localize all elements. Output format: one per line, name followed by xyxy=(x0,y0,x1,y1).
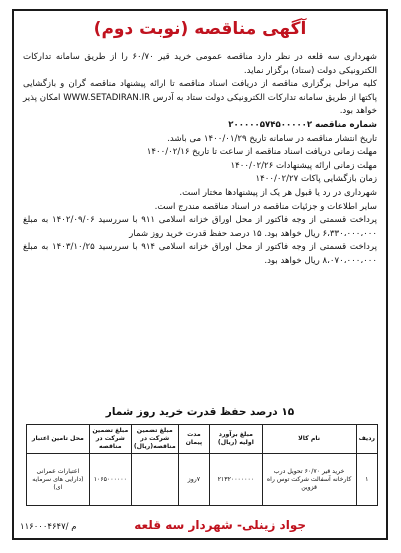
table-row xyxy=(27,454,378,506)
bids-deadline: مهلت زمانی ارائه پیشنهادات ۱۴۰۰/۰۲/۲۶ xyxy=(230,160,377,171)
col-header-funding: محل تامین اعتبار xyxy=(27,425,90,454)
table-title: ۱۵ درصد حفظ قدرت خرید روز شمار xyxy=(105,406,295,418)
notice-title: آگهی مناقصه (نوبت دوم) xyxy=(93,19,307,39)
notice-body xyxy=(23,51,377,269)
tender-number: شماره مناقصه ۲۰۰۰۰۰۵۷۴۵۰۰۰۰۰۲ xyxy=(228,119,377,130)
rejection-clause: شهرداری در رد یا قبول هر یک از پیشنهادها مختار است. xyxy=(179,187,377,198)
cell-estimate: ۲۱۳۲۰۰۰۰۰۰۰ xyxy=(210,454,263,506)
col-header-duration: مدت پیمان xyxy=(178,425,209,454)
paragraph-intro: شهرداری سه قلعه در نظر دارد مناقصه عمومی خرید قیر ۶۰/۷۰ را از طریق سامانه تدارکات الکترونیکی دولت (ستاد) برگزار نماید. xyxy=(23,52,377,76)
tender-notice xyxy=(12,9,388,540)
opening-date: زمان بازگشایی پاکات ۱۴۰۰/۰۲/۲۷ xyxy=(255,174,377,185)
table-header-row xyxy=(27,425,378,454)
col-header-row-no: ردیف xyxy=(356,425,377,454)
col-header-estimate: مبلغ برآورد اولیه (ریال) xyxy=(210,425,263,454)
payment-clause-1: پرداخت قسمتی از وجه فاکتور از محل اوراق خزانه اسلامی ۹۱۱ با سررسید ۱۴۰۲/۰۹/۰۶ به مبلغ ۶،۳۳۰،۰۰۰،۰۰۰ ریال خواهد بود. ۱۵ درصد حفظ قدرت خرید روز شمار xyxy=(23,215,378,239)
tender-table xyxy=(26,424,378,506)
payment-clause-2: پرداخت قسمتی از وجه فاکتور از محل اوراق خزانه اسلامی ۹۱۴ با سررسید ۱۴۰۳/۱۰/۲۵ به مبلغ ۸،۰۷۰،۰۰۰،۰۰۰ ریال خواهد بود. xyxy=(23,242,378,266)
cell-guarantee-b: ۱۰۶۵۰۰۰۰۰۰ xyxy=(89,454,131,506)
details-clause: سایر اطلاعات و جزئیات مناقصه در اسناد مناقصه مندرج است. xyxy=(154,201,377,212)
cell-duration: ۷روز xyxy=(178,454,209,506)
ad-code: ۱۱۶۰۰۰۴۶۴۷/ م xyxy=(20,522,77,532)
paragraph-procedure: کلیه مراحل برگزاری مناقصه از دریافت اسناد مناقصه تا ارائه پیشنهاد مناقصه گران و بازگشایی پاکتها از طریق سامانه تدارکات الکترونیکی دولت ستاد به آدرس WWW.SETADIRAN.IR امکان پذیر خواهد بود. xyxy=(23,79,377,117)
cell-guarantee-a xyxy=(131,454,178,506)
docs-deadline: مهلت زمانی دریافت اسناد مناقصه از ساعت تا تاریخ ۱۴۰۰/۰۲/۱۶ xyxy=(146,147,377,158)
cell-funding: اعتبارات عمرانی (دارایی های سرمایه ای) xyxy=(27,454,90,506)
publish-date: تاریخ انتشار مناقصه در سامانه تاریخ ۱۴۰۰/۰۱/۲۹ می باشد. xyxy=(167,133,377,144)
col-header-item: نام کالا xyxy=(262,425,356,454)
cell-row-no: ۱ xyxy=(356,454,377,506)
cell-item: خرید قیر ۶۰/۷۰ تحویل درب کارخانه آسفالت شرکت توس راه قزوین xyxy=(262,454,356,506)
col-header-guarantee-b: مبلغ تضمین شرکت در مناقصه xyxy=(89,425,131,454)
col-header-guarantee-a: مبلغ تضمین شرکت در مناقصه(ریال) xyxy=(131,425,178,454)
signature: جواد زینلی- شهردار سه قلعه xyxy=(134,518,306,532)
